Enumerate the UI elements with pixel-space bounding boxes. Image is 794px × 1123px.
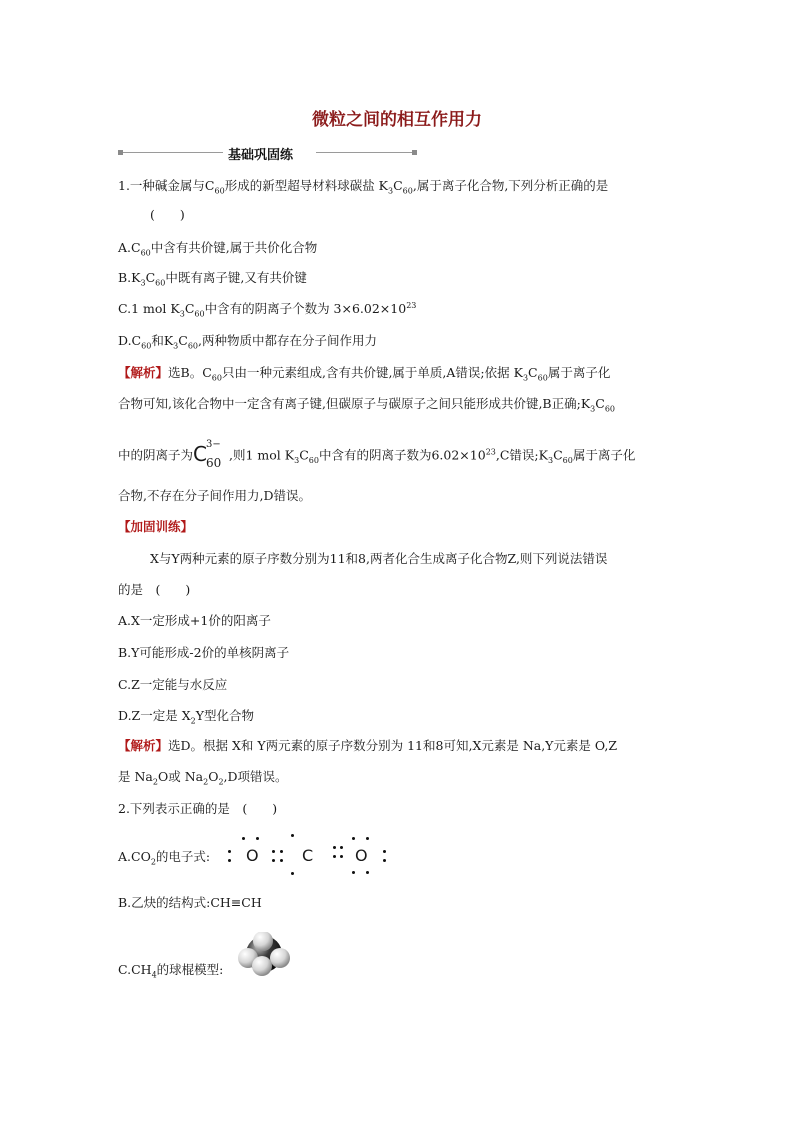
electron-dot: [333, 855, 336, 858]
extra-option-d: D.Z一定是 $X_2Y$型化合物: [118, 708, 254, 726]
extra-option-b: B.Y可能形成-2价的单核阴离子: [118, 645, 290, 660]
q2-option-a: $A.CO_2$的电子式:: [118, 849, 211, 867]
extra-option-a: A.X一定形成+1价的阳离子: [118, 613, 271, 628]
electron-dot: [340, 855, 343, 858]
electron-dot: [280, 850, 283, 853]
analysis-tag: 【解析】: [118, 365, 169, 380]
electron-dot: [340, 846, 343, 849]
c60-anion-formula: C 3− 60: [193, 439, 222, 470]
electron-dot: [366, 871, 369, 874]
q1-option-a: $A.C_{60}$中含有共价键,属于共价化合物: [118, 240, 318, 258]
electron-dot: [383, 850, 386, 853]
electron-dot: [291, 834, 294, 837]
electron-dot: [228, 859, 231, 862]
electron-dot: [291, 872, 294, 875]
section-label: 基础巩固练: [228, 148, 294, 163]
electron-dot: [272, 850, 275, 853]
electron-dot: [280, 859, 283, 862]
q1-option-c: C.1 mol $K_3C_{60}$中含有的阴离子个数为 $3\times 6.02\times 10^{23}$: [118, 300, 417, 319]
section-left-rule: [123, 152, 223, 153]
lewis-atom-o-left: O: [246, 846, 259, 865]
extra-option-c: C.Z一定能与水反应: [118, 677, 228, 692]
analysis2-line2: 是 $Na_2O$或 $Na_2O_2,D$项错误。: [118, 769, 288, 787]
electron-dot: [242, 837, 245, 840]
q2-option-b: B.乙炔的结构式:CH≡CH: [118, 895, 262, 910]
analysis1-line2: 合物可知,该化合物中一定含有离子键,但碳原子与碳原子之间只能形成共价键,B正确$;K_3C_{60}$: [118, 396, 616, 414]
electron-dot: [352, 871, 355, 874]
analysis1-line4: 合物,不存在分子间作用力,D错误。: [118, 488, 311, 503]
q2-option-c: $C.CH_4$的球棍模型:: [118, 962, 224, 980]
analysis2-line1: 【解析】选D。根据 X和 Y两元素的原子序数分别为 11和8可知,X元素是 Na,Y元素是 O,Z: [118, 738, 618, 753]
electron-dot: [383, 859, 386, 862]
q1-paren: ( ): [150, 207, 185, 222]
extra-stem-line1: X与Y两种元素的原子序数分别为11和8,两者化合生成离子化合物Z,则下列说法错误: [150, 551, 608, 566]
q1-option-b: $B.K_3C_{60}$中既有离子键,又有共价键: [118, 270, 307, 288]
q2-stem: 2.下列表示正确的是 ( ): [118, 801, 278, 816]
lewis-atom-o-right: O: [355, 846, 368, 865]
lewis-atom-c: C: [302, 846, 314, 865]
section-right-dot: [412, 150, 417, 155]
section-header: [118, 144, 418, 162]
ch4-space-filling-model-image: [236, 932, 292, 976]
analysis1-line3: 中的阴离子为 C 3− 60 ,则1 mol $K_3C_{60}$中含有的阴离子数为$6.02\times 10^{23},C$错误$;K_3C_{60}$属于离子化: [118, 439, 636, 470]
electron-dot: [366, 837, 369, 840]
electron-dot: [352, 837, 355, 840]
q1-option-d: $D.C_{60}$和$K_3C_{60}$,两种物质中都存在分子间作用力: [118, 333, 377, 351]
page-title: 微粒之间的相互作用力: [312, 110, 482, 130]
extra-practice-tag: 【加固训练】: [118, 519, 194, 534]
q1-stem: 1.一种碱金属与$C_{60}$形成的新型超导材料球碳盐 $K_3C_{60}$,属于离子化合物,下列分析正确的是: [118, 178, 609, 196]
electron-dot: [228, 850, 231, 853]
electron-dot: [333, 846, 336, 849]
co2-electron-formula: [222, 834, 392, 878]
analysis1-line1: 【解析】选B。$C_{60}$只由一种元素组成,含有共价键,属于单质,A错误;依据 $K_3C_{60}$属于离子化: [118, 365, 611, 383]
extra-stem-line2: 的是 ( ): [118, 582, 191, 597]
electron-dot: [272, 859, 275, 862]
electron-dot: [256, 837, 259, 840]
section-right-rule: [316, 152, 412, 153]
